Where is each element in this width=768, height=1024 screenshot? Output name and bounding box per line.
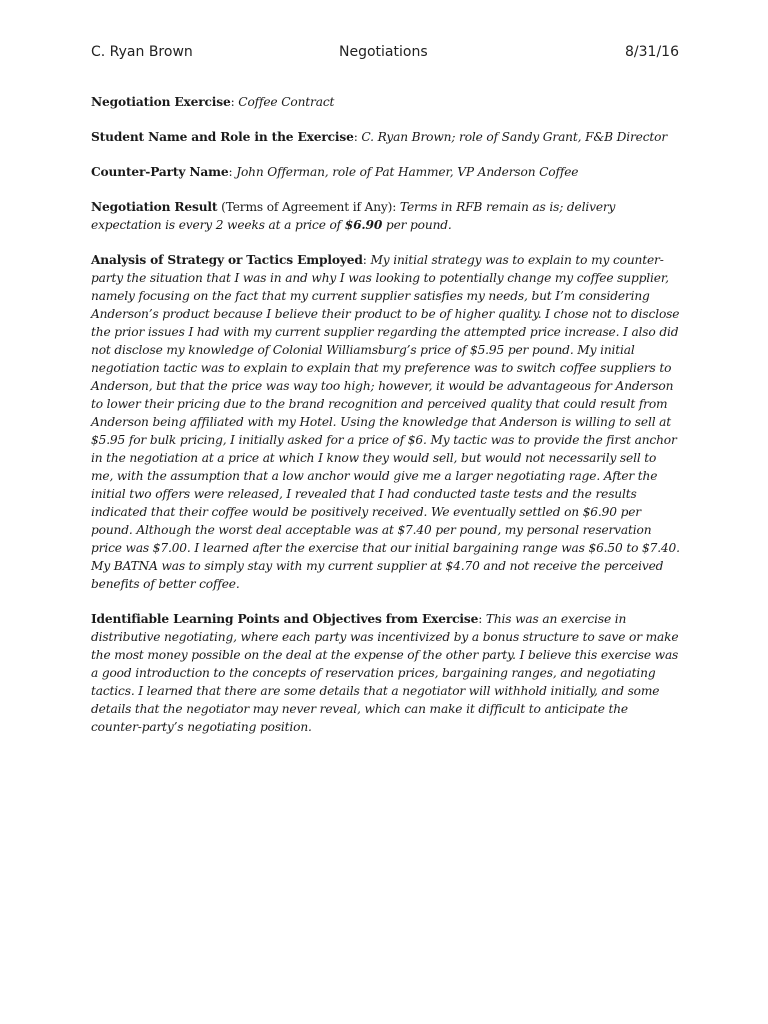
page-header	[91, 44, 679, 66]
learning-label: Identifiable Learning Points and Objectives from Exercise	[91, 612, 479, 626]
learning-paragraph	[91, 610, 681, 736]
exercise-label: Negotiation Exercise	[91, 95, 231, 109]
student-paragraph	[91, 128, 681, 146]
student-value: C. Ryan Brown; role of Sandy Grant, F&B Director	[361, 130, 668, 144]
counterparty-separator: :	[228, 165, 237, 179]
result-value-before: Terms in RFB remain as is; delivery expectation is every 2 weeks at a price of	[91, 200, 616, 232]
counterparty-label: Counter-Party Name	[91, 165, 229, 179]
learning-value: This was an exercise in distributive negotiating, where each party was incentivized by a bonus structure to save or make the most money possible on the deal at the expense of the other party. I believe this exercise was a good introduction to the concepts of reservation prices, bargaining ranges, and negotiating tactics. I learned that there are some details that a negotiator will withhold initially, and some details that the negotiator may never reveal, which can make it difficult to anticipate the counter-party’s negotiating position.	[91, 612, 679, 734]
student-label: Student Name and Role in the Exercise	[91, 130, 354, 144]
result-label: Negotiation Result	[91, 200, 218, 214]
counterparty-value: John Offerman, role of Pat Hammer, VP Anderson Coffee	[236, 165, 579, 179]
counterparty-paragraph	[91, 163, 681, 181]
result-value-after: per pound.	[382, 218, 452, 232]
analysis-paragraph	[91, 251, 681, 593]
analysis-separator: :	[362, 253, 371, 267]
result-paragraph	[91, 198, 681, 234]
exercise-value: Coffee Contract	[238, 95, 335, 109]
header-date: 8/31/16	[625, 44, 679, 60]
header-author: C. Ryan Brown	[91, 44, 193, 60]
student-separator: :	[353, 130, 362, 144]
analysis-value: My initial strategy was to explain to my counter-party the situation that I was in and why I was looking to potentially change my coffee supplier, namely focusing on the fact that my current supplier satisfies my needs, but I’m considering Anderson’s product because I believe their product to be of higher quality. I chose not to disclose the prior issues I had with my current supplier regarding the attempted price increase. I also did not disclose my knowledge of Colonial Williamsburg’s price of $5.95 per pound. My initial negotiation tactic was to explain to explain that my preference was to switch coffee suppliers to Anderson, but that the price was way too high; however, it would be advantageous for Anderson to lower their pricing due to the brand recognition and perceived quality that could result from Anderson being affiliated with my Hotel. Using the knowledge that Anderson is willing to sell at $5.95 for bulk pricing, I initially asked for a price of $6. My tactic was to provide the first anchor in the negotiation at a price at which I know they would sell, but would not necessarily sell to me, with the assumption that a low anchor would give me a larger negotiating rage. After the initial two offers were released, I revealed that I had conducted taste tests and the results indicated that their coffee would be positively received. We eventually settled on $6.90 per pound. Although the worst deal acceptable was at $7.40 per pound, my personal reservation price was $7.00. I learned after the exercise that our initial bargaining range was $6.50 to $7.40. My BATNA was to simply stay with my current supplier at $4.70 and not receive the perceived benefits of better coffee.	[91, 253, 680, 591]
document-body	[91, 93, 681, 753]
learning-separator: :	[478, 612, 486, 626]
header-course: Negotiations	[339, 44, 428, 60]
exercise-paragraph	[91, 93, 681, 111]
exercise-separator: :	[230, 95, 239, 109]
analysis-label: Analysis of Strategy or Tactics Employed	[91, 253, 363, 267]
result-price: $6.90	[344, 218, 383, 232]
result-qualifier: (Terms of Agreement if Any):	[217, 200, 400, 214]
